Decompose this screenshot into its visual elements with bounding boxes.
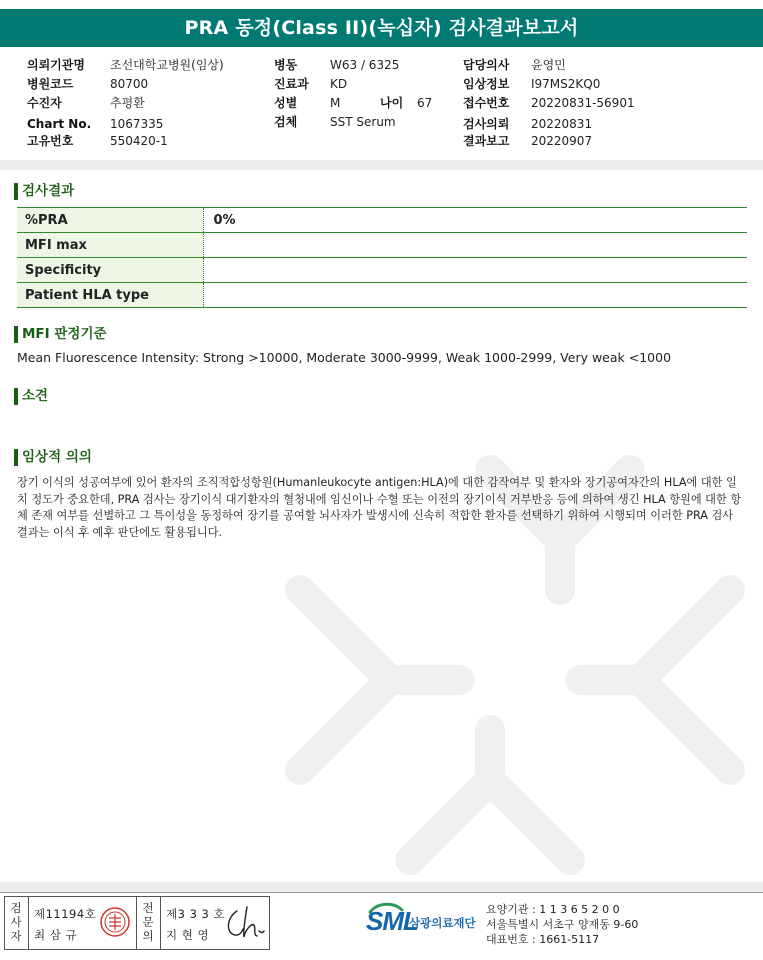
uid-value: 550420-1 <box>110 134 168 148</box>
reviewer-name: 지 현 영 <box>166 928 210 942</box>
reviewer-label: 전문의 <box>142 901 154 943</box>
age-label: 나이 <box>380 96 404 110</box>
examiner-name: 최 삼 규 <box>34 928 78 942</box>
report-title: PRA 동정(Class II)(녹십자) 검사결과보고서 <box>0 9 763 47</box>
table-row <box>17 233 747 258</box>
institution-info <box>486 902 638 947</box>
clinical-significance-text: 장기 이식의 성공여부에 있어 환자의 조직적합성항원(Humanleukocyte antigen:HLA)에 대한 감작여부 및 환자와 장기공여자간의 HLA에 대한 일치 정도가 중요한데, PRA 검사는 장기이식 대기환자의 혈청내에 임신이나 수혈 또는 이전의 장기이식 거부반응 등에 의하여 생긴 HLA 항원에 대한 항체 존재 여부를 선별하고 그 특이성을 동정하여 장기를 공여할 뇌사자가 발생시에 신속히 적합한 환자를 선택하기 위하여 시행되며 이러한 PRA 검사결과는 이식 후 예후 판단에도 활용됩니다. <box>17 476 742 539</box>
code-label: 병원코드 <box>27 77 74 91</box>
report-date-label: 결과보고 <box>463 134 510 148</box>
doctor-label: 담당의사 <box>463 58 510 72</box>
sml-logo <box>366 902 484 942</box>
examiner-stamp-icon <box>99 906 131 938</box>
chart-label: Chart No. <box>27 117 92 131</box>
reviewer-cell <box>161 897 269 949</box>
table-row <box>17 283 747 308</box>
mfi-criteria-text: Mean Fluorescence Intensity: Strong >10000, Moderate 3000-9999, Weak 1000-2999, Very weak <1000 <box>17 350 672 365</box>
examiner-label-cell <box>5 897 29 949</box>
hospital-value: 조선대학교병원(임상) <box>110 58 224 72</box>
reviewer-signature-icon <box>223 903 265 943</box>
request-value: 20220831 <box>531 117 593 131</box>
examiner-label: 검사자 <box>10 901 22 943</box>
report-date-value: 20220907 <box>531 134 593 148</box>
result-value-pra: 0% <box>203 208 747 233</box>
results-table <box>17 207 747 308</box>
request-label: 검사의뢰 <box>463 117 510 131</box>
reviewer-number: 제3 3 3 호 <box>166 907 226 921</box>
section-marker-icon <box>14 388 18 405</box>
section-marker-icon <box>14 326 18 343</box>
specimen-value: SST Serum <box>330 115 396 129</box>
section-marker-icon <box>14 449 18 466</box>
clinical-info-label: 임상정보 <box>463 77 510 91</box>
age-value: 67 <box>417 96 433 110</box>
result-value-mfi-max <box>203 233 747 258</box>
table-row <box>17 208 747 233</box>
signature-box <box>4 896 270 950</box>
patient-value: 추평환 <box>110 96 145 110</box>
sex-label: 성별 <box>274 96 298 110</box>
reviewer-label-cell <box>137 897 161 949</box>
chart-value: 1067335 <box>110 117 164 131</box>
section-marker-icon <box>14 183 18 200</box>
ward-label: 병동 <box>274 58 298 72</box>
result-value-specificity <box>203 258 747 283</box>
institution-phone: 대표번호 : 1661-5117 <box>486 933 600 946</box>
institution-code: 요양기관 : 1 1 3 6 5 2 0 0 <box>486 903 620 916</box>
result-label-pra: %PRA <box>17 208 203 233</box>
institution-address: 서울특별시 서초구 양재동 9-60 <box>486 918 639 931</box>
dept-label: 진료과 <box>274 77 309 91</box>
examiner-cell <box>29 897 137 949</box>
clinical-info-value: I97MS2KQ0 <box>531 77 601 91</box>
sex-value: M <box>330 96 341 110</box>
patient-info <box>0 54 763 154</box>
dept-value: KD <box>330 77 348 91</box>
receipt-value: 20220831-56901 <box>531 96 635 110</box>
patient-label: 수진자 <box>27 96 62 110</box>
footer-rule <box>0 892 763 893</box>
hospital-label: 의뢰기관명 <box>27 58 85 72</box>
specimen-label: 검체 <box>274 115 298 129</box>
result-value-hla-type <box>203 283 747 308</box>
table-row <box>17 258 747 283</box>
result-label-mfi-max: MFI max <box>17 233 203 258</box>
examiner-number: 제11194호 <box>34 907 97 921</box>
code-value: 80700 <box>110 77 149 91</box>
logo-sub-text: 삼광의료재단 <box>409 916 476 930</box>
receipt-label: 접수번호 <box>463 96 510 110</box>
uid-label: 고유번호 <box>27 134 74 148</box>
result-label-specificity: Specificity <box>17 258 203 283</box>
footer-divider <box>0 882 763 892</box>
doctor-value: 윤영민 <box>531 58 566 72</box>
result-label-hla-type: Patient HLA type <box>17 283 203 308</box>
logo-main-text: SML <box>366 906 418 936</box>
ward-value: W63 / 6325 <box>330 58 400 72</box>
header-divider <box>0 160 763 170</box>
